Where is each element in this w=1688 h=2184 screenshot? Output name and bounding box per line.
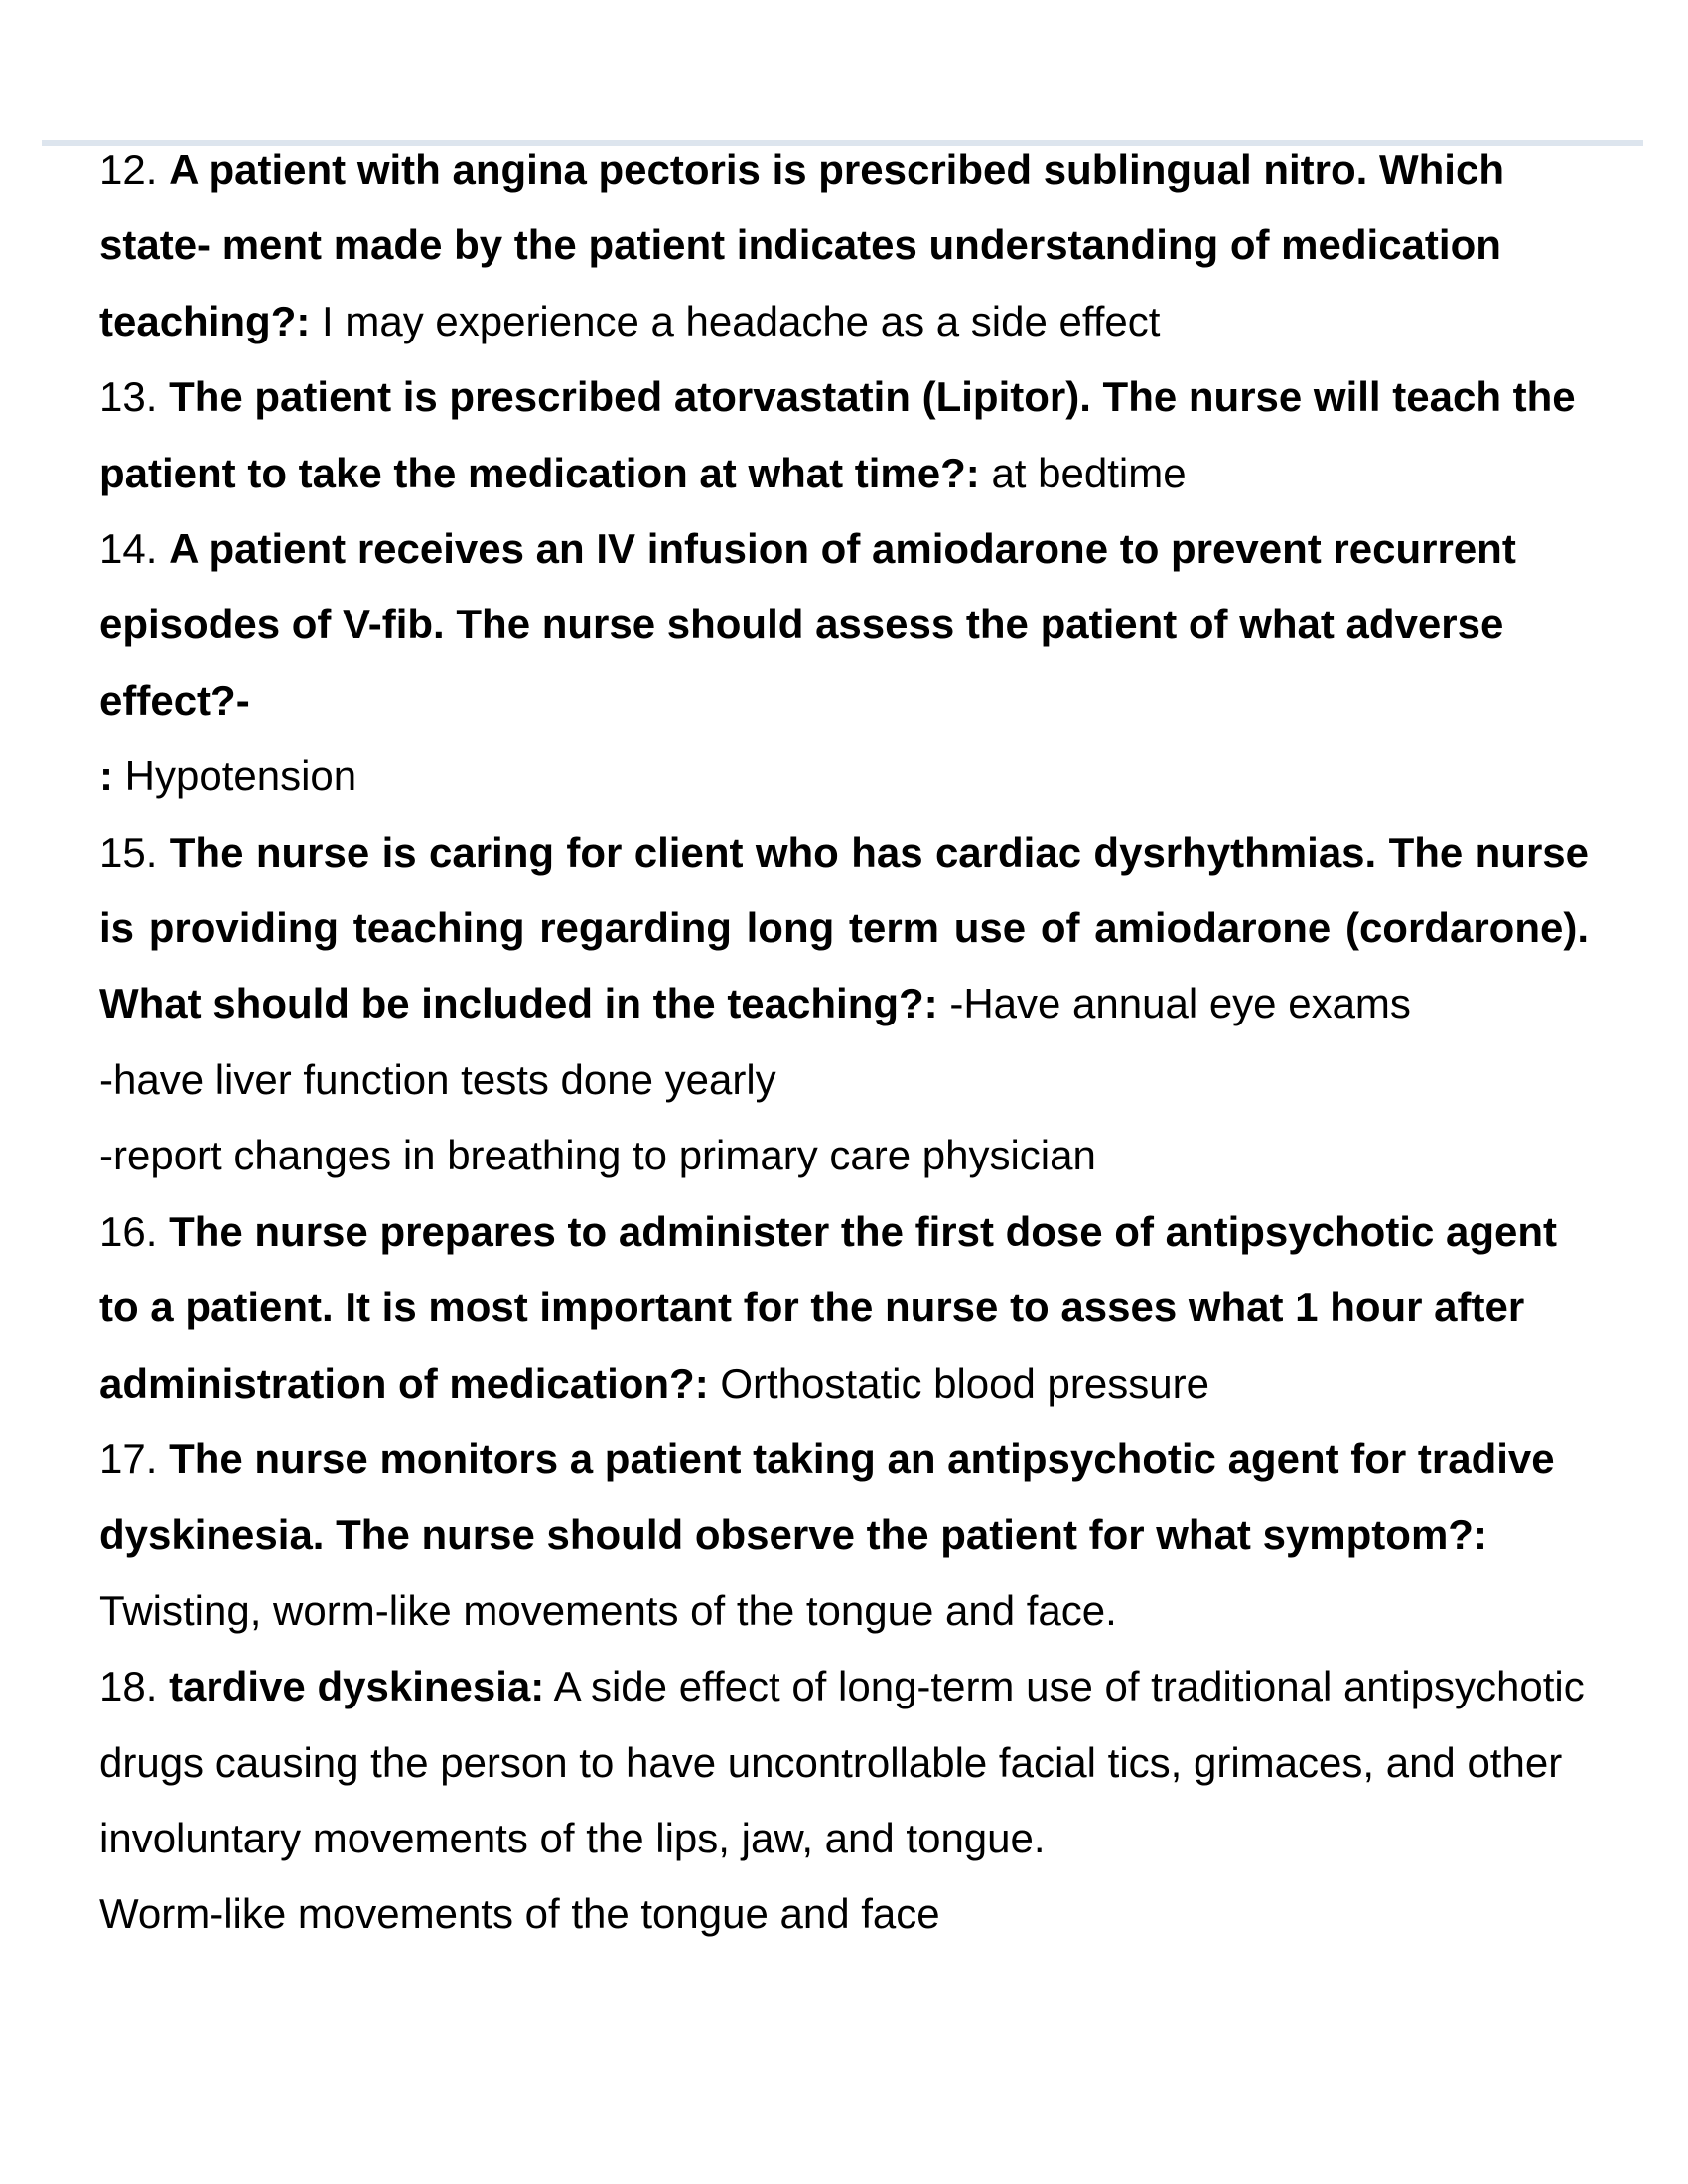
item-17	[99, 1422, 1589, 1649]
item-15-extra-2: -report changes in breathing to primary care physician	[99, 1132, 1096, 1179]
item-question: A patient with angina pectoris is prescribed sublingual nitro. Which state- ment made by the patient indicates understanding of medication teaching?:	[99, 146, 1504, 344]
item-answer: at bedtime	[991, 449, 1187, 496]
item-18	[99, 1649, 1589, 1876]
item-16	[99, 1194, 1589, 1422]
item-answer: Twisting, worm-like movements of the tongue and face.	[99, 1586, 1117, 1634]
study-content	[99, 132, 1589, 1953]
item-question: The nurse is caring for client who has cardiac dysrhythmias. The nurse is providing teaching regarding long term use of amiodarone (cordarone). What should be included in the teaching?:	[99, 828, 1590, 1027]
item-number: 15.	[99, 828, 158, 876]
item-number: 17.	[99, 1434, 158, 1482]
item-number: 12.	[99, 146, 158, 193]
item-number: 16.	[99, 1207, 158, 1255]
item-13	[99, 359, 1589, 511]
item-question: The patient is prescribed atorvastatin (Lipitor). The nurse will teach the patient to take the medication at what time?:	[99, 373, 1576, 496]
item-question: The nurse monitors a patient taking an antipsychotic agent for tradive dyskinesia. The nurse should observe the patient for what symptom?:	[99, 1434, 1555, 1559]
item-question: A patient receives an IV infusion of amiodarone to prevent recurrent episodes of V-fib. The nurse should assess the patient of what adverse effect?-	[99, 525, 1516, 724]
item-15	[99, 815, 1589, 1042]
item-answer: Hypotension	[124, 752, 357, 800]
item-colon: :	[99, 752, 113, 800]
item-question: tardive dyskinesia:	[169, 1663, 545, 1710]
item-number: 18.	[99, 1663, 158, 1710]
item-number: 14.	[99, 525, 158, 573]
item-answer: I may experience a headache as a side effect	[322, 297, 1161, 344]
item-14-answer-line	[99, 739, 1589, 814]
item-question: The nurse prepares to administer the first dose of antipsychotic agent to a patient. It is most important for the nurse to asses what 1 hour after administration of medication?:	[99, 1207, 1558, 1407]
item-answer: Orthostatic blood pressure	[720, 1359, 1209, 1407]
item-18-extra-1: Worm-like movements of the tongue and face	[99, 1890, 940, 1938]
item-15-extra-1: -have liver function tests done yearly	[99, 1055, 776, 1103]
item-answer: -Have annual eye exams	[949, 980, 1411, 1027]
item-number: 13.	[99, 373, 158, 421]
item-14	[99, 511, 1589, 739]
item-12	[99, 132, 1589, 359]
item-answer: A side effect of long-term use of traditional antipsychotic drugs causing the person to have uncontrollable facial tics, grimaces, and other involuntary movements of the lips, jaw, and tongue.	[99, 1663, 1585, 1861]
